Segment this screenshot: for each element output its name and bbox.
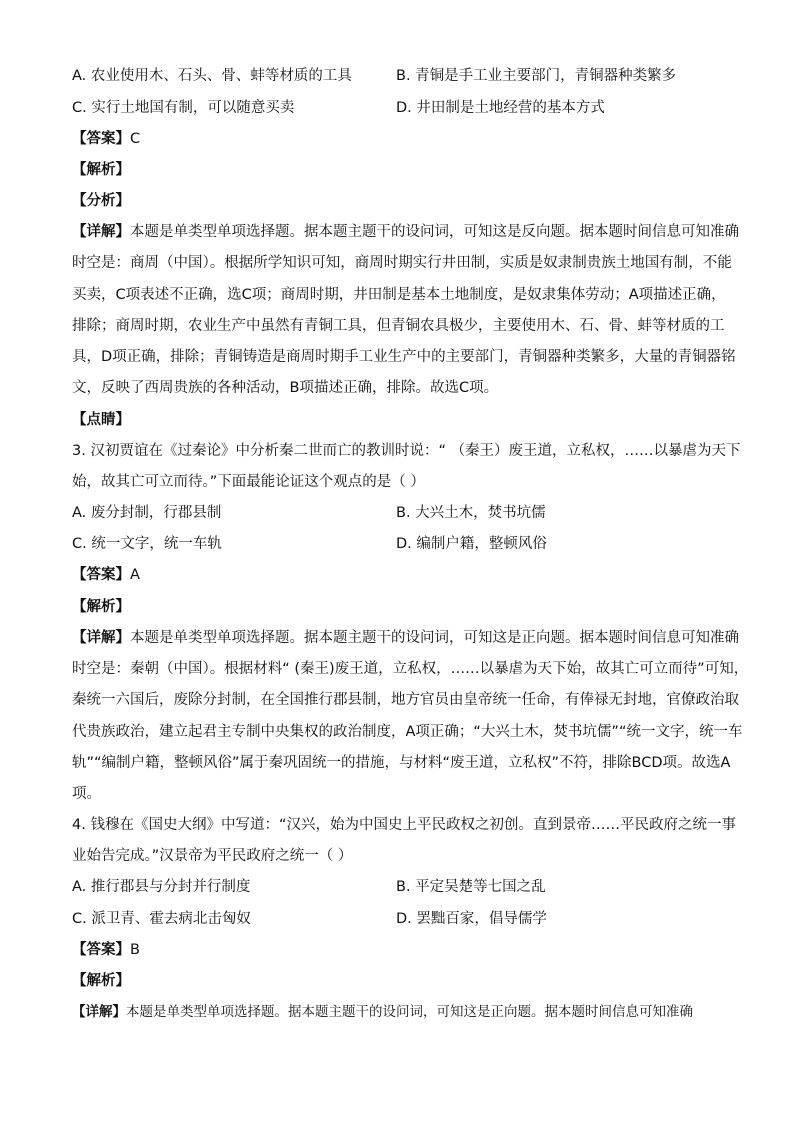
q2-dianjing-label: 【点睛】	[72, 412, 130, 428]
q4-analysis-label: 【解析】	[72, 973, 130, 989]
q4-detail-line-1	[72, 1002, 732, 1022]
q4-stem-line-2: 业始告完成。”汉景帝为平民政府之统一（ ）	[72, 848, 353, 864]
q3-option-d: D. 编制户籍，整顿风俗	[396, 536, 547, 552]
q2-fenxi-label: 【分析】	[72, 193, 130, 209]
q4-answer	[72, 940, 732, 960]
q3-option-c: C. 统一文字，统一车轨	[72, 536, 222, 552]
q3-answer	[72, 565, 732, 585]
q3-option-a: A. 废分封制，行郡县制	[72, 505, 222, 521]
detail-text: 本题是单类型单项选择题。据本题主题干的设问词，可知这是正向题。据本题时间信息可知准确	[130, 630, 739, 646]
q3-detail-line-4: 代贵族政治，建立起君主专制中央集权的政治制度，A项正确；“大兴土木，焚书坑儒”“统一文字，统一车	[72, 724, 743, 740]
detail-text: 本题是单类型单项选择题。据本题主题干的设问词，可知这是反向题。据本题时间信息可知准确	[130, 224, 739, 240]
q2-detail-line-4: 排除；商周时期，农业生产中虽然有青铜工具，但青铜农具极少，主要使用木、石、骨、蚌等材质的工	[72, 318, 725, 334]
answer-value: B	[130, 942, 140, 958]
q2-option-b: B. 青铜是手工业主要部门，青铜器种类繁多	[396, 68, 677, 84]
q2-answer	[72, 129, 732, 149]
q3-detail-line-1	[72, 628, 739, 648]
q4-option-c: C. 派卫青、霍去病北击匈奴	[72, 911, 251, 927]
q2-detail-line-5: 具，D项正确，排除；青铜铸造是商周时期手工业生产中的主要部门，青铜器种类繁多，大量的青铜器铭	[72, 349, 736, 365]
q3-stem-line-1: 3. 汉初贾谊在《过秦论》中分析秦二世而亡的教训时说：“ （秦王）废王道，立私权，……以暴虐为天下	[72, 443, 741, 459]
q2-detail-line-6: 文，反映了西周贵族的各种活动，B项描述正确，排除。故选C项。	[72, 380, 499, 396]
q3-analysis-label: 【解析】	[72, 599, 130, 615]
q4-option-d: D. 罢黜百家，倡导儒学	[396, 911, 547, 927]
answer-label: 【答案】	[72, 567, 130, 583]
q2-analysis-label: 【解析】	[72, 162, 130, 178]
q2-detail-line-1	[72, 222, 739, 242]
q4-option-a: A. 推行郡县与分封并行制度	[72, 879, 251, 895]
detail-text: 本题是单类型单项选择题。据本题主题干的设问词，可知这是正向题。据本题时间信息可知准确	[126, 1004, 693, 1020]
q3-detail-line-3: 秦统一六国后，废除分封制，在全国推行郡县制，地方官员由皇帝统一任命，有俸禄无封地，官僚政治取	[72, 692, 739, 708]
q2-detail-line-2: 时空是：商周（中国）。根据所学知识可知，商周时期实行井田制，实质是奴隶制贵族土地国有制，不能	[72, 255, 732, 271]
detail-label: 【详解】	[72, 1004, 126, 1020]
answer-label: 【答案】	[72, 942, 130, 958]
detail-label: 【详解】	[72, 630, 130, 646]
detail-label: 【详解】	[72, 224, 130, 240]
q3-detail-line-6: 项。	[72, 786, 101, 802]
q2-option-a: A. 农业使用木、石头、骨、蚌等材质的工具	[72, 68, 352, 84]
q4-option-b: B. 平定吴楚等七国之乱	[396, 879, 546, 895]
answer-label: 【答案】	[72, 131, 130, 147]
q3-detail-line-2: 时空是：秦朝（中国）。根据材料“ (秦王)废王道，立私权，……以暴虐为天下始，故其亡可立而待”可知，	[72, 661, 749, 677]
answer-value: C	[130, 131, 141, 147]
q3-option-b: B. 大兴土木，焚书坑儒	[396, 505, 546, 521]
q4-stem-line-1: 4. 钱穆在《国史大纲》中写道：“汉兴，始为中国史上平民政权之初创。直到景帝……平民政府之统一事	[72, 817, 736, 833]
answer-value: A	[130, 567, 140, 583]
q2-detail-line-3: 买卖，C项表述不正确，选C项；商周时期，井田制是基本土地制度，是奴隶集体劳动；A项描述正确，	[72, 287, 726, 303]
q3-stem-line-2: 始，故其亡可立而待。”下面最能论证这个观点的是（ ）	[72, 474, 425, 490]
q2-option-d: D. 井田制是土地经营的基本方式	[396, 100, 605, 116]
q3-detail-line-5: 轨”“编制户籍，整顿风俗”属于秦巩固统一的措施，与材料“废王道，立私权”不符，排除BCD项。故选A	[72, 755, 731, 771]
q2-option-c: C. 实行土地国有制，可以随意买卖	[72, 100, 295, 116]
